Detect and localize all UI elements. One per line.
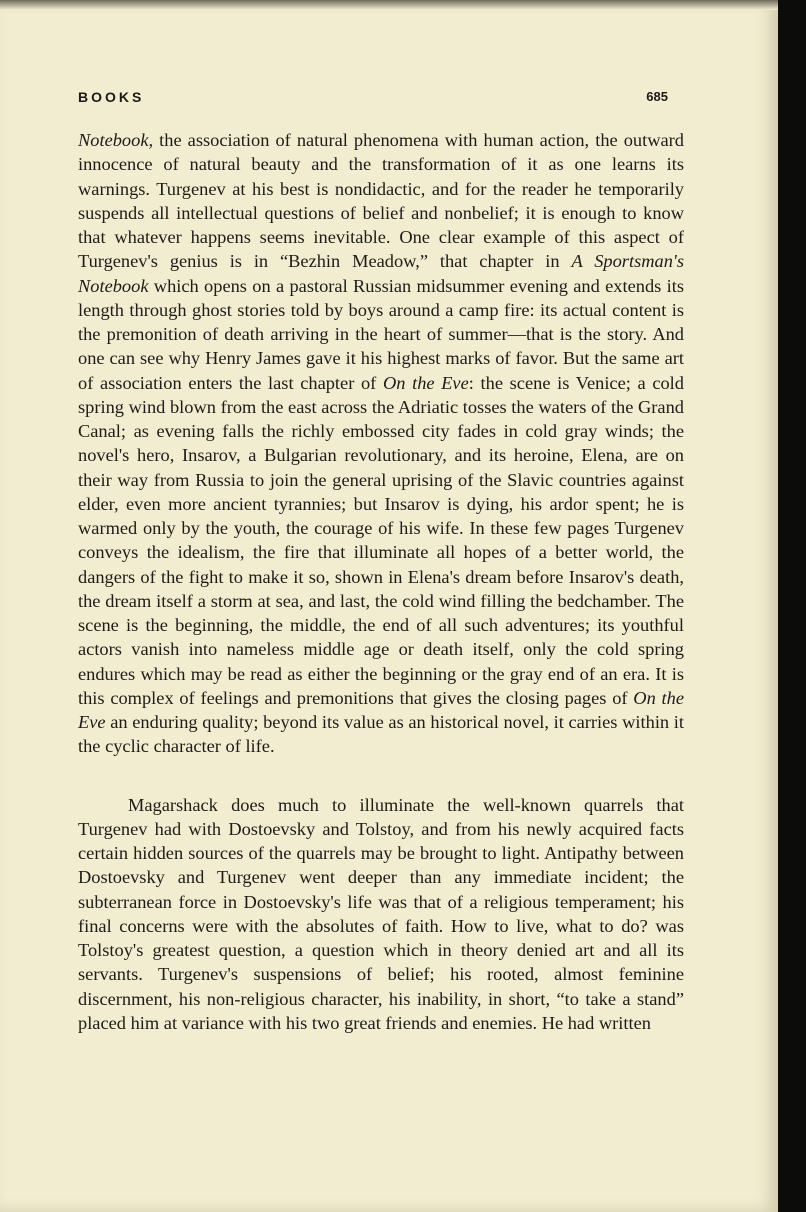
page-header (78, 89, 668, 111)
paragraph-2: Magarshack does much to illuminate the well-known quarrels that Turgenev had with Dostoevsky and Tolstoy, and from his newly acquired facts certain hidden sources of the quarrels may be brought to light. Antipathy between Dostoevsky and Turgenev went deeper than any immediate incident; the subterranean force in Dostoevsky's life was that of a religious temperament; his final concerns were with the absolutes of faith. How to live, what to do? was Tolstoy's greatest question, a question which in theory denied art and all its servants. Turgenev's suspensions of belief; his rooted, almost feminine discernment, his non-religious character, his inability, in short, “to take a stand” placed him at variance with his two great friends and enemies. He had written (78, 794, 684, 1033)
text-run: an enduring quality; beyond its value as an historical novel, it carries within it the cyclic character of life. (78, 712, 684, 757)
italic-title: A Sportsman's Notebook (78, 251, 684, 296)
page-top-edge (0, 0, 778, 10)
text-run: : the scene is Venice; a cold spring wind blown from the east across the Adriatic tosses the waters of the Grand Canal; as evening falls the richly embossed city fades in cold gray winds; the novel's hero, Insarov, a Bulgarian revolutionary, and its heroine, Elena, are on their way from Russia to join the general uprising of the Slavic countries against elder, even more ancient tyrannies; but Insarov is dying, his ardor spent; he is warmed only by the youth, the courage of his wife. In these few pages Turgenev conveys the idealism, the fire that illuminate all hopes of a better world, the dangers of the fight to make it so, shown in Elena's dream before Insarov's death, the dream itself a storm at sea, and last, the cold wind filling the bedchamber. The scene is the beginning, the middle, the end of all such adventures; its youthful actors vanish into nameless middle age or death itself, only the cold spring endures which may be read as either the beginning or the gray end of an era. It is this complex of feelings and premonitions that gives the closing pages of (78, 372, 684, 708)
text-run: which opens on a pastoral Russian midsummer evening and extends its length through ghost stories told by boys around a camp fire: its actual content is the premonition of death arriving in the heart of summer—that is the story. And one can see why Henry James gave it his highest marks of favor. But the same art of association enters the last chapter of (78, 275, 684, 393)
body-text (78, 128, 684, 1035)
running-head: BOOKS (78, 89, 145, 105)
italic-title: On the Eve (78, 687, 684, 732)
text-run: the association of natural phenomena with human action, the outward innocence of natural beauty and the transformation of it as one learns its warnings. Turgenev at his best is nondidactic, and for the reader he temporarily suspends all intellectual questions of belief and nonbelief; it is enough to know that whatever happens seems inevitable. One clear example of this aspect of Turgenev's genius is in “Bezhin Meadow,” that chapter in (78, 130, 684, 272)
italic-title: On the Eve (382, 372, 469, 393)
italic-title: Notebook, (78, 130, 154, 150)
page-number: 685 (646, 89, 668, 104)
paragraph-1 (78, 128, 684, 759)
